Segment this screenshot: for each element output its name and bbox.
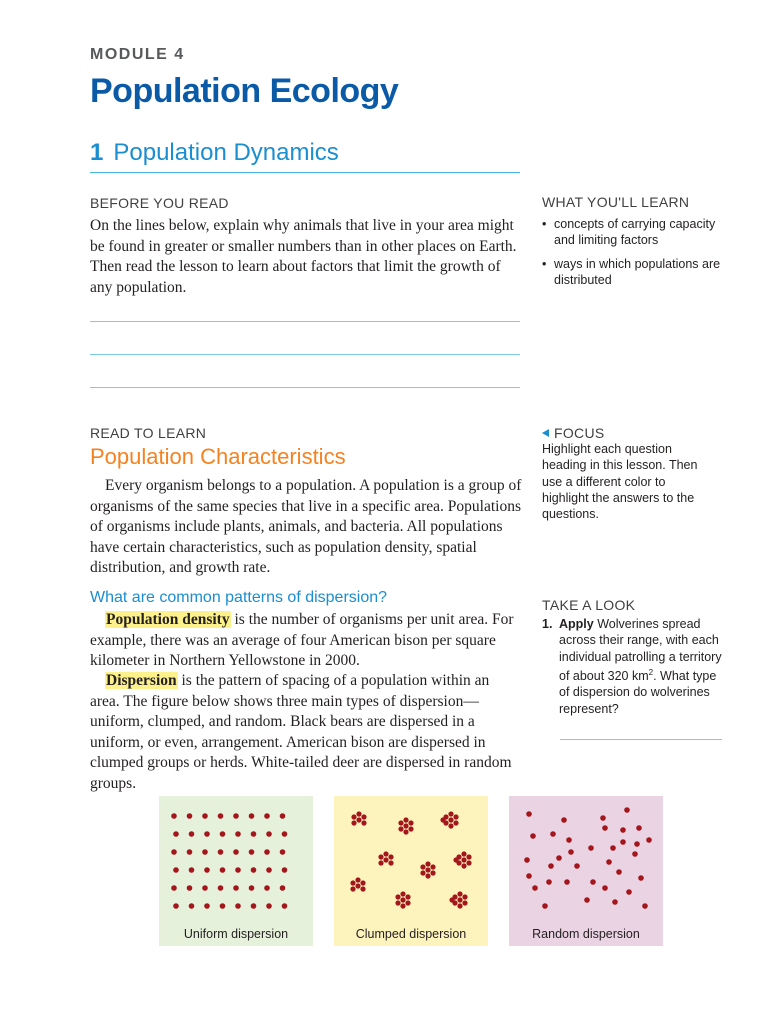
question-label: Apply [559,617,594,631]
organism-dot [360,886,365,891]
take-a-look-question [542,616,722,717]
organism-dot [202,813,208,819]
organism-dot [233,849,239,855]
before-you-read-heading: BEFORE YOU READ [90,195,229,211]
organism-dot [403,823,408,828]
organism-dot [383,851,388,856]
what-youll-learn-list [542,216,732,295]
organism-dot [355,877,360,882]
organism-dot [461,851,466,856]
organism-dot [280,813,286,819]
lesson-heading [90,139,339,167]
organism-dot [524,857,530,863]
organism-dot [282,831,288,837]
answer-line[interactable] [560,739,722,740]
answer-line[interactable] [90,387,520,388]
organism-dot [646,837,652,843]
organism-dot [440,817,445,822]
organism-dot [356,811,361,816]
what-youll-learn-heading: WHAT YOU'LL LEARN [542,194,690,210]
organism-dot [356,817,361,822]
organism-dot [395,900,400,905]
organism-dot [546,879,552,885]
organism-dot [457,891,462,896]
organism-dot [590,879,596,885]
organism-dot [251,903,257,909]
intro-paragraph: Every organism belongs to a population. A population is a group of organisms of the same species that live in a specific area. Populations of organisms include plants, animals, and bacteria. All populations have certain characteristics, such as population density, spatial distribution, and growth rate. [90,477,522,576]
organism-dot [638,875,644,881]
organism-dot [634,841,640,847]
organism-dot [351,820,356,825]
before-you-read-text: On the lines below, explain why animals that live in your area might be found in greater or smaller numbers than in other places on Earth. Then read the lesson to learn about factors that limit the growth of any population. [90,217,517,296]
organism-dot [462,900,467,905]
organism-dot [378,854,383,859]
organism-dot [280,849,286,855]
organism-dot [568,849,574,855]
organism-dot [425,861,430,866]
organism-dot [204,831,210,837]
uniform-dispersion-panel [159,796,313,946]
organism-dot [187,813,193,819]
clumped-dispersion-diagram [334,796,488,926]
organism-dot [388,860,393,865]
organism-dot [403,829,408,834]
organism-dot [400,891,405,896]
lesson-title: Population Dynamics [113,139,339,166]
organism-dot [606,859,612,865]
organism-dot [171,813,177,819]
organism-dot [398,820,403,825]
organism-dot [266,867,272,873]
organism-dot [461,857,466,862]
organism-dot [564,879,570,885]
focus-text: Highlight each question heading in this lesson. Then use a different color to highlight the answers to the questions. [542,442,698,522]
density-paragraph [90,610,522,672]
organism-dot [550,831,556,837]
organism-dot [425,867,430,872]
density-definition: is the number of organisms per unit area. For example, there was an average of four American bison per square kilometer in Northern Yellowstone in 2000. [90,611,514,669]
random-dispersion-diagram [509,796,663,926]
organism-dot [610,845,616,851]
organism-dot [235,867,241,873]
list-item: • ways in which populations are distributed [542,256,732,289]
arrow-left-icon [542,429,549,437]
organism-dot [235,903,241,909]
organism-dot [588,845,594,851]
organism-dot [430,870,435,875]
organism-dot [355,883,360,888]
organism-dot [632,851,638,857]
organism-dot [430,864,435,869]
organism-dot [400,903,405,908]
organism-dot [264,885,270,891]
organism-dot [566,837,572,843]
organism-dot [420,870,425,875]
organism-dot [616,869,622,875]
organism-dot [351,814,356,819]
organism-dot [626,889,632,895]
organism-dot [405,894,410,899]
organism-dot [189,867,195,873]
organism-dot [249,849,255,855]
answer-line[interactable] [90,354,520,355]
organism-dot [280,885,286,891]
organism-dot [202,849,208,855]
organism-dot [457,897,462,902]
take-a-look-heading: TAKE A LOOK [542,597,636,613]
term-population-density: Population density [106,611,230,628]
organism-dot [187,885,193,891]
organism-dot [462,894,467,899]
uniform-dispersion-diagram [159,796,313,926]
organism-dot [220,903,226,909]
organism-dot [425,873,430,878]
organism-dot [453,857,458,862]
list-item: • concepts of carrying capacity and limiting factors [542,216,732,249]
organism-dot [264,813,270,819]
organism-dot [532,885,538,891]
panel-caption: Uniform dispersion [183,927,289,941]
organism-dot [282,867,288,873]
organism-dot [542,903,548,909]
organism-dot [420,864,425,869]
organism-dot [561,817,567,823]
question-number: 1. [542,617,553,631]
organism-dot [189,831,195,837]
organism-dot [251,831,257,837]
organism-dot [173,867,179,873]
organism-dot [266,831,272,837]
organism-dot [202,885,208,891]
organism-dot [171,849,177,855]
organism-dot [449,897,454,902]
organism-dot [530,833,536,839]
lesson-number: 1 [90,139,104,166]
read-to-learn-heading: READ TO LEARN [90,425,207,441]
organism-dot [620,839,626,845]
organism-dot [526,811,532,817]
organism-dot [584,897,590,903]
organism-dot [448,817,453,822]
organism-dot [220,867,226,873]
organism-dot [218,849,224,855]
organism-dot [400,897,405,902]
organism-dot [457,903,462,908]
organism-dot [388,854,393,859]
question-text-end: . What type of dispersion do wolverines represent? [559,669,717,716]
organism-dot [600,815,606,821]
organism-dot [602,885,608,891]
organism-dot [233,813,239,819]
organism-dot [408,826,413,831]
organism-dot [233,885,239,891]
organism-dot [235,831,241,837]
organism-dot [403,817,408,822]
organism-dot [548,863,554,869]
clumped-dispersion-panel [334,796,488,946]
organism-dot [395,894,400,899]
organism-dot [350,886,355,891]
term-dispersion: Dispersion [106,672,177,689]
organism-dot [264,849,270,855]
organism-dot [526,873,532,879]
organism-dot [448,823,453,828]
organism-dot [266,903,272,909]
organism-dot [282,903,288,909]
organism-dot [453,814,458,819]
superscript: 2 [648,667,654,677]
random-dispersion-panel [509,796,663,946]
organism-dot [383,857,388,862]
organism-dot [187,849,193,855]
lesson-divider [90,172,520,173]
organism-dot [574,863,580,869]
organism-dot [624,807,630,813]
organism-dot [251,867,257,873]
organism-dot [408,820,413,825]
question-body [542,616,722,717]
organism-dot [461,863,466,868]
organism-dot [466,854,471,859]
organism-dot [220,831,226,837]
organism-dot [204,903,210,909]
question-heading: What are common patterns of dispersion? [90,589,388,606]
organism-dot [556,855,562,861]
organism-dot [218,885,224,891]
organism-dot [204,867,210,873]
organism-dot [171,885,177,891]
page-title: Population Ecology [90,72,399,110]
organism-dot [602,825,608,831]
focus-heading [542,425,605,441]
dispersion-definition: is the pattern of spacing of a population within an area. The figure below shows three main types of dispersion—uniform, clumped, and random. Black bears are dispersed in a uniform, or even, arrangement. American bison are dispersed in clumped groups or herds. White-tailed deer are dispersed in random groups. [90,672,512,792]
question-text: Wolverines spread across their range, with each individual patrolling a territory of about 320 km [559,617,722,684]
organism-dot [612,899,618,905]
organism-dot [361,814,366,819]
focus-label: FOCUS [554,425,605,441]
organism-dot [361,820,366,825]
organism-dot [636,825,642,831]
organism-dot [620,827,626,833]
organism-dot [350,880,355,885]
organism-dot [378,860,383,865]
organism-dot [173,903,179,909]
organism-dot [218,813,224,819]
organism-dot [466,860,471,865]
organism-dot [453,820,458,825]
section-title: Population Characteristics [90,444,346,469]
organism-dot [249,885,255,891]
organism-dot [642,903,648,909]
organism-dot [173,831,179,837]
organism-dot [448,811,453,816]
organism-dot [398,826,403,831]
dispersion-paragraph [90,671,522,794]
answer-line[interactable] [90,321,520,322]
panel-caption: Random dispersion [532,927,640,941]
organism-dot [249,813,255,819]
panel-caption: Clumped dispersion [355,927,467,941]
organism-dot [189,903,195,909]
organism-dot [405,900,410,905]
organism-dot [360,880,365,885]
module-label: MODULE 4 [90,46,185,63]
